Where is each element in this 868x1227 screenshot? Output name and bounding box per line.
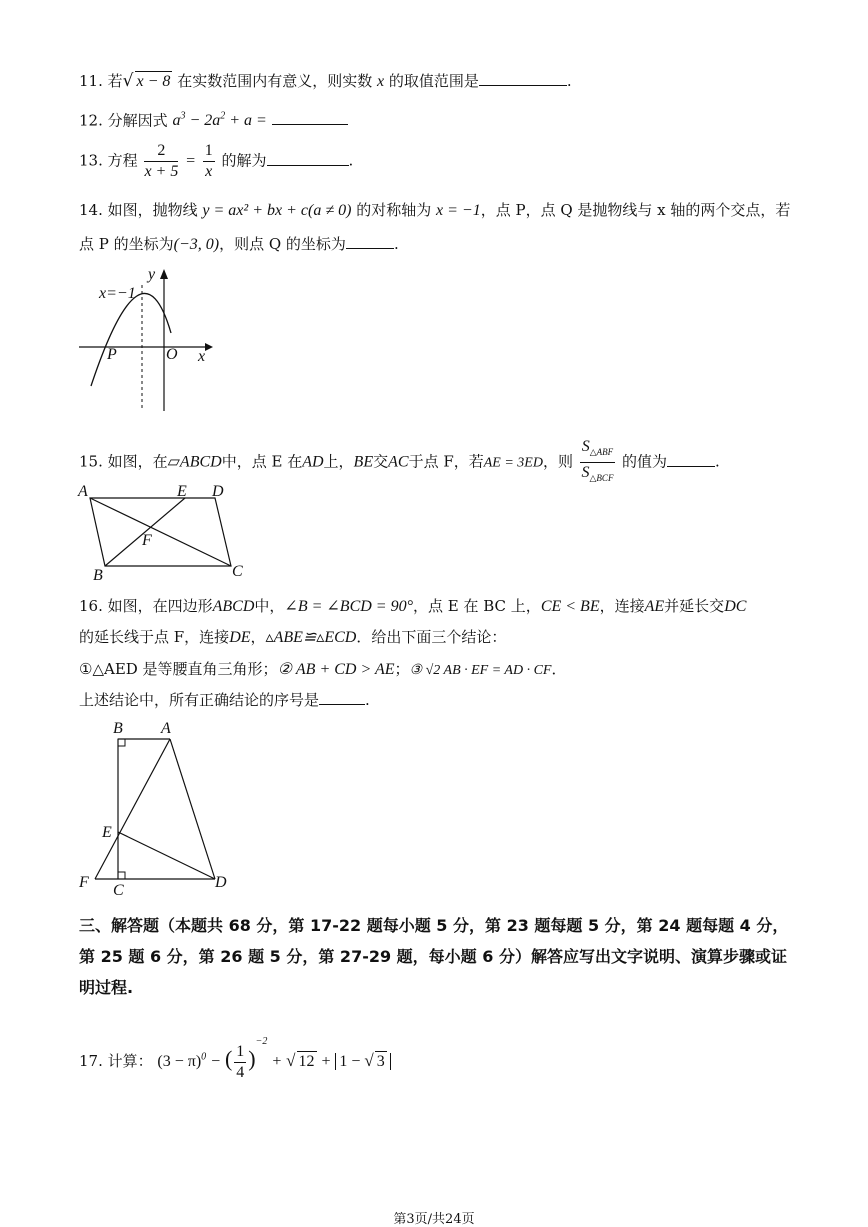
quadrilateral-figure: [75, 717, 240, 897]
question-16-line-1: 16. 如图，在四边形ABCD中，∠B = ∠BCD = 90°，点 E 在 BC 上，CE < BE，连接AE并延长交DC: [79, 597, 747, 615]
parabola-figure: [75, 265, 225, 415]
segment-ed: [118, 832, 215, 879]
segment-ad: [170, 739, 215, 879]
parallelogram-figure: [75, 476, 255, 586]
answer-blank[interactable]: [346, 234, 394, 249]
section-3-heading: 三、解答题（本题共 68 分，第 17-22 题每小题 5 分，第 23 题每题 5 分，第 24 题每题 4 分，第 25 题 6 分，第 26 题 5 分，第 27-29 题，每小题 6 分）解答应写出文字说明、演算步骤或证明过程.: [79, 916, 789, 997]
question-14-line-1: 14. 如图，抛物线 y = ax² + bx + c(a ≠ 0) 的对称轴为 x = −1，点 P，点 Q 是抛物线与 x 轴的两个交点，若: [79, 201, 791, 219]
segment-af: [95, 739, 170, 879]
label-c: C: [113, 882, 124, 897]
question-13: 13. 方程 $\frac{2}{x + 5}$ = $\frac{1}{x}$ 的解为 .: [79, 142, 354, 180]
answer-blank[interactable]: [479, 71, 567, 86]
fraction-left: $\frac{2}{x + 5}$: [144, 142, 179, 180]
origin-label: O: [166, 346, 178, 363]
parabola-curve: [91, 293, 171, 386]
y-axis-label: y: [148, 266, 156, 283]
label-a: A: [161, 720, 171, 737]
question-16-line-2: 的延长线于点 F，连接DE，▵ABE≌▵ECD．给出下面三个结论：: [79, 628, 507, 646]
label-e: E: [102, 824, 112, 841]
label-d: D: [215, 874, 227, 891]
answer-blank[interactable]: [272, 110, 348, 125]
point-p-label: P: [107, 346, 117, 363]
label-f: F: [142, 532, 152, 549]
answer-blank[interactable]: [319, 690, 365, 705]
question-16-line-3: ①△AED 是等腰直角三角形；② AB + CD > AE；③ √2 AB · EF = AD · CF．: [79, 660, 567, 678]
label-b: B: [93, 567, 103, 584]
area-ratio: $\frac{S_{\triangle ABF}}{S_{\triangle BCF}}$: [581, 438, 614, 484]
answer-blank[interactable]: [667, 452, 715, 467]
question-12: 12. 分解因式 $a^3 - 2a^2 + a$ =: [79, 107, 348, 131]
label-e: E: [177, 483, 187, 500]
page-footer: 第3页/共24页: [393, 1212, 475, 1227]
answer-blank[interactable]: [267, 151, 349, 166]
diagonal-ac: [90, 498, 231, 566]
axis-label: x=−1: [99, 285, 136, 302]
label-b: B: [113, 720, 123, 737]
question-11: 11. 若√ x − 8 在实数范围内有意义，则实数 x 的取值范围是 .: [79, 71, 572, 91]
question-14-line-2: 点 P 的坐标为(−3, 0)，则点 Q 的坐标为 .: [79, 235, 399, 253]
label-a: A: [78, 483, 88, 500]
x-axis-label: x: [198, 348, 206, 365]
label-f: F: [79, 874, 89, 891]
right-angle-b: [118, 739, 125, 746]
question-15: 15. 如图，在▱ABCD中，点 E 在AD上，BE交AC于点 F，若AE = 3ED，则 $\frac{S_{\triangle ABF}}{S_{\triangle BCF}}$ 的值为 .: [79, 437, 720, 488]
question-16-line-4: 上述结论中，所有正确结论的序号是 .: [79, 691, 370, 709]
question-17: 17. 计算： $(3 - \pi)^0$ − ( $\frac{1}{4}$ )$^{-2}$ + √ 12 + 1 − √ 3: [79, 1032, 391, 1083]
radical-expression: x − 8: [136, 73, 171, 90]
fraction-right: $\frac{1}{x}$: [204, 142, 213, 180]
label-c: C: [232, 563, 243, 580]
right-angle-c: [118, 872, 125, 879]
label-d: D: [212, 483, 224, 500]
